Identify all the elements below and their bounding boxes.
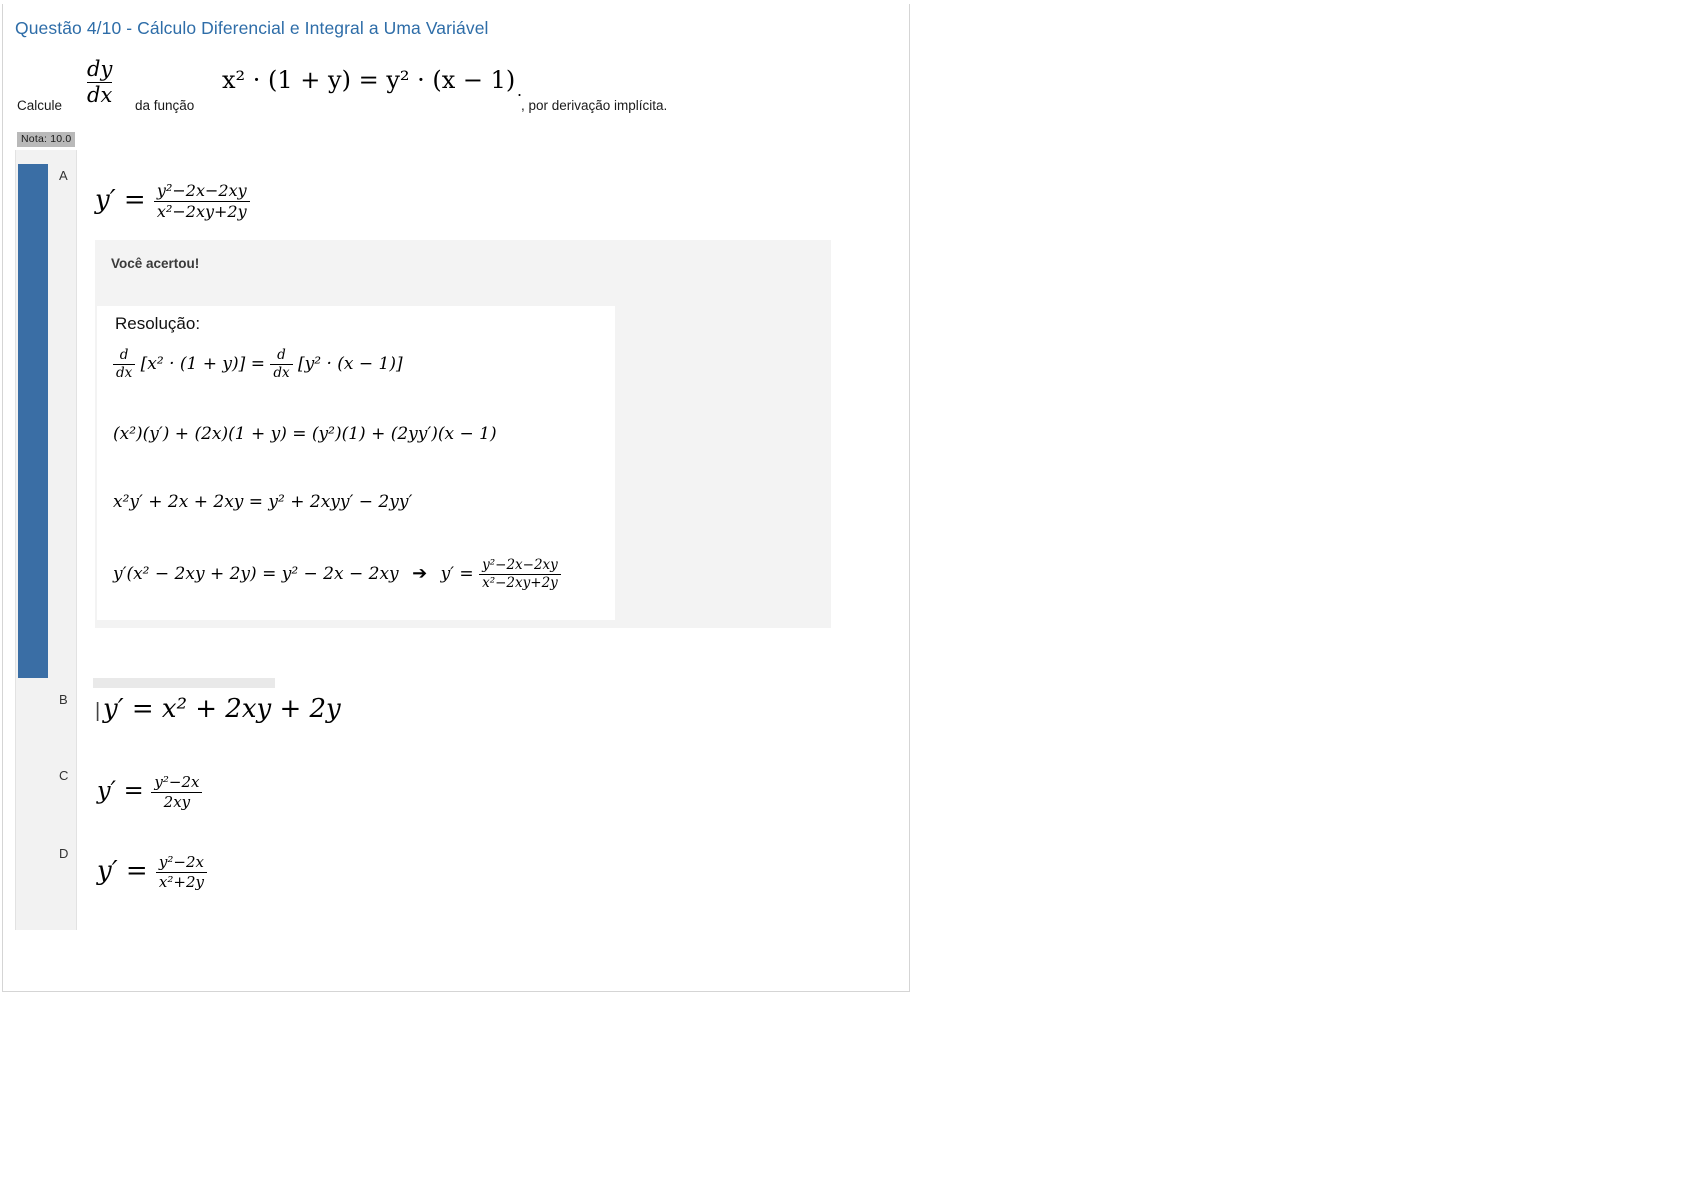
resolution-line-4-fraction [479, 558, 561, 591]
alternative-a-numerator: y²−2x−2xy [156, 181, 247, 200]
resolution-line-3: x²y′ + 2x + 2xy = y² + 2xyy′ − 2yy′ [113, 492, 413, 512]
alternative-b-marker-icon: | [95, 700, 101, 722]
alternative-d-lhs: y′ = [97, 856, 148, 886]
statement-suffix: , por derivação implícita. [521, 98, 668, 113]
alternative-d-formula [97, 854, 207, 890]
derivative-numerator: dy [87, 57, 113, 81]
operator-numerator: d [277, 347, 286, 363]
derivative-denominator: dx [87, 82, 113, 107]
status-badge: Nota: 10.0 [17, 132, 75, 147]
alternative-c-numerator: y²−2x [154, 773, 200, 791]
alternative-c-lhs: y′ = [97, 776, 144, 805]
alternative-b[interactable] [15, 678, 899, 756]
result-denominator: x²−2xy+2y [482, 574, 558, 591]
statement-middle: da função [135, 98, 195, 113]
resolution-title: Resolução: [115, 314, 201, 333]
alternative-c-letter: C [59, 768, 69, 783]
alternative-b-letter-column [15, 678, 77, 756]
alternative-c[interactable] [15, 756, 899, 832]
alternative-d-denominator: x²+2y [158, 872, 204, 891]
alternative-c-formula [97, 774, 202, 810]
alternative-c-denominator: 2xy [163, 792, 191, 811]
question-statement [17, 52, 877, 122]
operator-numerator: d [119, 347, 129, 363]
statement-period: . [517, 80, 523, 100]
alternative-a[interactable] [15, 150, 899, 690]
alternative-d-fraction [156, 854, 207, 890]
resolution-line-1-lhs-operator [113, 348, 135, 381]
feedback-panel [95, 240, 831, 628]
resolution-line-1-lhs-rest: [x² · (1 + y)] = [140, 353, 265, 374]
page-title: Questão 4/10 - Cálculo Diferencial e Integral a Uma Variável [15, 18, 489, 38]
alternative-a-selected-indicator [18, 164, 48, 688]
alternative-d-numerator: y²−2x [158, 853, 204, 871]
resolution-line-1-rhs-rest: [y² · (x − 1)] [298, 353, 403, 374]
resolution-line-4-left: y′(x² − 2xy + 2y) = y² − 2x − 2xy [113, 563, 399, 584]
alternative-a-letter: A [59, 168, 68, 183]
resolution-line-4-result-lhs: y′ = [440, 563, 474, 584]
alternatives-list [15, 150, 899, 991]
operator-denominator: dx [273, 364, 290, 381]
resolution-line-2: (x²)(y′) + (2x)(1 + y) = (y²)(1) + (2yy′)(x − 1) [113, 424, 497, 444]
alternative-d[interactable] [15, 832, 899, 930]
arrow-right-icon: ➔ [412, 562, 428, 584]
resolution-line-1 [113, 348, 403, 381]
alternative-a-formula [95, 182, 250, 220]
resolution-line-4 [113, 558, 561, 591]
resolution-line-1-rhs-operator [270, 348, 292, 381]
alternative-d-letter: D [59, 846, 69, 861]
question-card [2, 4, 910, 992]
alternative-b-formula: y′ = x² + 2xy + 2y [103, 694, 341, 724]
alternative-a-lhs: y′ = [95, 185, 146, 216]
alternative-c-fraction [151, 774, 202, 810]
feedback-result-text: Você acertou! [111, 256, 200, 271]
alternative-a-fraction [154, 182, 250, 220]
resolution-box [97, 306, 615, 620]
operator-denominator: dx [116, 364, 133, 381]
alternative-b-divider [93, 678, 275, 688]
statement-derivative-fraction [87, 58, 112, 106]
alternative-a-denominator: x²−2xy+2y [156, 201, 247, 221]
statement-prefix: Calcule [17, 98, 63, 113]
alternative-b-letter: B [59, 692, 68, 707]
statement-equation: x² · (1 + y) = y² · (x − 1) [222, 66, 516, 94]
result-numerator: y²−2x−2xy [482, 557, 558, 573]
